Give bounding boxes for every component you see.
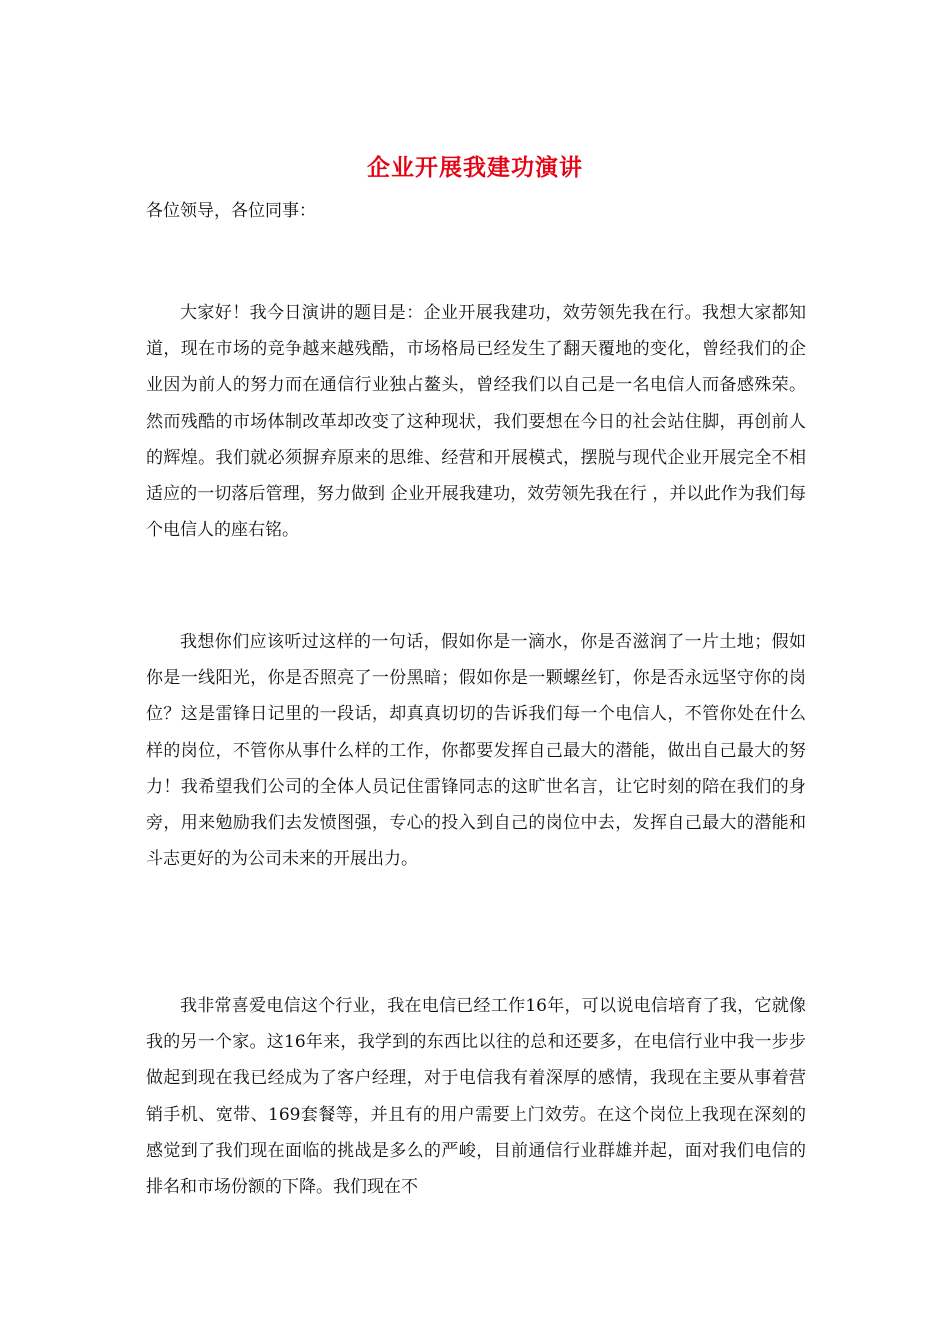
- document-title: 企业开展我建功演讲: [367, 154, 583, 181]
- paragraph-3: 我非常喜爱电信这个行业，我在电信已经工作16年，可以说电信培育了我，它就像我的另一个家。这16年来，我学到的东西比以往的总和还要多，在电信行业中我一步步做起到现在我已经成为了客户经理，对于电信我有着深厚的感情，我现在主要从事着营销手机、宽带、169套餐等，并且有的用户需要上门效劳。在这个岗位上我现在深刻的感觉到了我们现在面临的挑战是多么的严峻，目前通信行业群雄并起，面对我们电信的排名和市场份额的下降。我们现在不: [146, 996, 806, 1198]
- paragraph-1: 大家好！我今日演讲的题目是：企业开展我建功，效劳领先我在行。我想大家都知道，现在市场的竞争越来越残酷，市场格局已经发生了翻天覆地的变化，曾经我们的企业因为前人的努力而在通信行业独占鳌头，曾经我们以自己是一名电信人而备感殊荣。然而残酷的市场体制改革却改变了这种现状，我们要想在今日的社会站住脚，再创前人的辉煌。我们就必须摒弃原来的思维、经营和开展模式，摆脱与现代企业开展完全不相适应的一切落后管理，努力做到 企业开展我建功，效劳领先我在行 ，并以此作为我们每个电信人的座右铭。: [146, 303, 806, 541]
- salutation: 各位领导，各位同事：: [146, 201, 316, 221]
- paragraph-2: 我想你们应该听过这样的一句话，假如你是一滴水，你是否滋润了一片土地；假如你是一线阳光，你是否照亮了一份黑暗；假如你是一颗螺丝钉，你是否永远坚守你的岗位？这是雷锋日记里的一段话，却真真切切的告诉我们每一个电信人，不管你处在什么样的岗位，不管你从事什么样的工作，你都要发挥自己最大的潜能，做出自己最大的努力！我希望我们公司的全体人员记住雷锋同志的这旷世名言，让它时刻的陪在我们的身旁，用来勉励我们去发愤图强，专心的投入到自己的岗位中去，发挥自己最大的潜能和斗志更好的为公司未来的开展出力。: [146, 632, 806, 870]
